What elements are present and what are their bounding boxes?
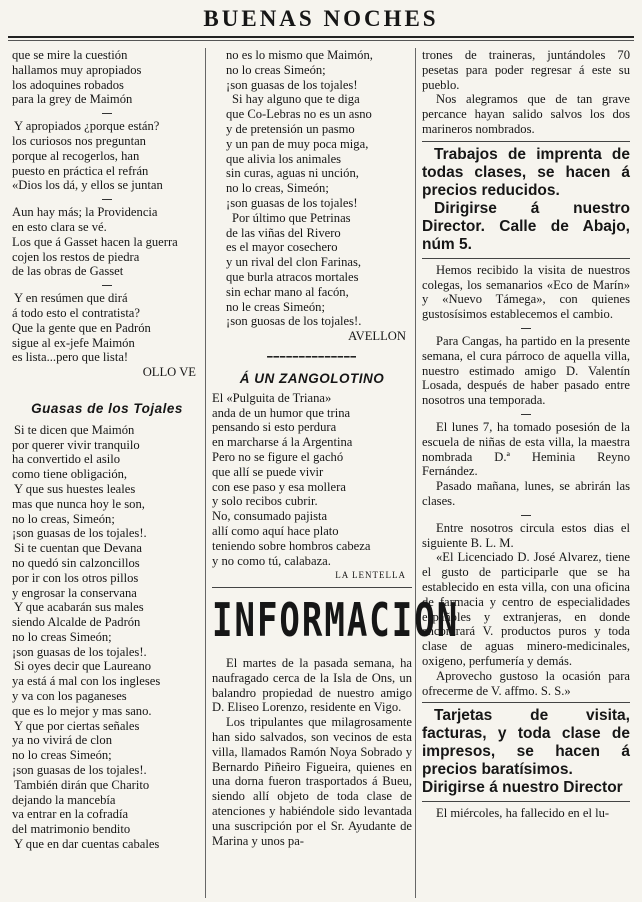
verse-line: ¡son guasas de los tojales! [226,77,358,92]
verse-line: Y que en dar cuentas cabales [14,837,160,852]
verse-line: hallamos muy apropiados [12,62,142,77]
verse-line: del matrimonio bendito [12,822,131,837]
verse-line: no lo creas, Simeón; [12,511,115,526]
verse-line: no lo creas Simeón; [12,748,112,763]
news-paragraph: El martes de la pasada semana, ha naufragado cerca de la Isla de Ons, un balandro propiedad de nuestro amigo D. Eliseo Lorenzo, residente en Vigo. [212,656,412,715]
verse-line: ¡son guasas de los tojales!. [12,763,147,778]
verse-line: No, consumado pajista [212,509,328,524]
verse-line: no es lo mismo que Maimón, [226,48,373,62]
advertisement: Tarjetas de visita, facturas, y toda clase de impresos, se hacen á precios baratísimos. [422,707,630,779]
verse-line: y va con los paganeses [12,689,127,704]
column-divider [205,48,206,898]
verse-line: y de pretensión un pasmo [226,121,355,136]
verse-line: puesto en práctica el refrán [12,163,149,178]
news-paragraph: Pasado mañana, lunes, se abrirán las clases. [422,479,630,508]
verse-line: ¡son guosas de los tojales!. [226,314,362,329]
section-rule [422,141,630,142]
news-paragraph: El miércoles, ha fallecido en el lu- [436,806,610,821]
section-rule [422,702,630,703]
column-3 [422,48,630,898]
poem-title: Guasas de los Tojales [31,400,183,416]
verse-line: Y en resúmen que dirá [14,291,128,306]
verse-line: Si te cuentan que Devana [14,541,142,556]
verse-line: Y que acabarán sus males [14,600,144,615]
separator [12,193,202,205]
verse-line: que alivia los animales [226,151,342,166]
header-rule-thin [8,40,634,41]
separator [422,322,630,334]
verse-line: los curiosos nos preguntan [12,133,146,148]
verse-line: sigue al ex-jefe Maimón [12,335,135,350]
verse-line: con ese paso y esa mollera [212,479,346,494]
news-paragraph: Para Cangas, ha partido en la presente semana, el cura párroco de aquella villa, nuestro estimado amigo D. Valentín Losada, después de haber pasado entre nosotros una temporada. [422,333,630,408]
verse-line: Los que á Gasset hacen la guerra [12,234,178,249]
verse-line: los adoquines robados [12,77,124,92]
verse-line: como tiene obligación, [12,467,128,482]
verse-line: allí como aquí hace plato [212,523,339,538]
poem [12,423,202,852]
news-paragraph: Hemos recibido la visita de nuestros colegas, los semanarios «Eco de Marín» y «Nuevo Támega», con quienes gustosísimos establecemos el cambio. [422,262,630,322]
verse-line: no lo creas Simeón; [12,629,112,644]
section-rule [212,587,412,588]
verse-line: que allí se puede vivir [212,464,324,479]
news-paragraph: Aprovecho gustoso la ocasión para ofrecerme de V. affmo. S. S.» [422,668,630,698]
poem-continued [212,48,412,329]
section-rule [422,801,630,802]
verse-line: que Co-Lebras no es un asno [226,107,372,122]
news-paragraph: trones de traineras, juntándoles 70 pesetas para poder regresar á este su pueblo. [422,48,630,92]
verse-line: por ir con los otros pillos [12,570,139,585]
verse-line: anda de un humor que trina [212,405,351,420]
verse-line: Y apropiados ¿porque están? [14,119,160,134]
verse-block [12,119,202,193]
news-paragraph: Entre nosotros circula estos dias el siguiente B. L. M. [422,520,630,550]
verse-block [12,291,202,365]
verse-line: que se mire la cuestión [12,48,128,62]
verse-block [12,205,202,279]
column-divider [415,48,416,898]
verse-line: no lo creas, Simeón; [226,181,329,196]
verse-line: teniendo sobre hombros cabeza [212,538,371,553]
verse-line: siendo Alcalde de Padrón [12,615,141,630]
advertisement: Dirigirse á nuestro Director. Calle de Abajo, núm 5. [422,199,630,253]
verse-line: por querer vivir tranquilo [12,437,140,452]
verse-line: cojen los restos de piedra [12,249,140,264]
verse-line: para la grey de Maimón [12,92,133,107]
verse-line: no le creas Simeón; [226,299,325,314]
verse-line: no lo creas Simeón; [226,62,326,77]
separator [422,509,630,521]
verse-line: El «Pulguita de Triana» [212,390,332,405]
signature: LA LENTELLA [335,570,406,581]
section-heading: INFORMACION [212,594,460,649]
verse-line: ya no vivirá de clon [12,733,113,748]
verse-line: y solo recibos cubrir. [212,494,318,509]
news-paragraph: «El Licenciado D. José Alvarez, tiene el gusto de participarle que se ha establecido en esta villa, con una oficina de farmacia y centro de especialidades españoles y extranjeras, en donde encontrará V. productos puros y toda clase de aguas minero-medicinales, oxigeno, perfumería y demás. [422,550,630,668]
verse-line: de las obras de Gasset [12,264,124,279]
news-paragraph: Nos alegramos que de tan grave percance hayan salido salvos los dos marineros nombrados. [422,92,630,136]
verse-line: Si oyes decir que Laureano [14,659,152,674]
poem [212,391,412,569]
verse-line: á todo esto el contratista? [12,305,140,320]
ornament-rule: ━━━━━━━━━━━━━━ [267,351,357,362]
verse-line: ¡son guasas de los tojales!. [12,526,147,541]
verse-line: Pero no se figure el gachó [212,449,344,464]
verse-line: que burla atracos mortales [226,269,359,284]
advertisement: Dirigirse á nuestro Director [422,779,623,797]
verse-line: que es lo mejor y mas sano. [12,703,152,718]
verse-line: mas que nunca hoy le son, [12,496,145,511]
verse-line: Si te dicen que Maimón [14,422,135,437]
verse-line: sin echar mano al facón, [226,284,349,299]
verse-line: porque al recogerlos, han [12,148,140,163]
verse-line: ha convertido el asilo [12,452,121,467]
signature: OLLO VE [142,365,196,380]
verse-line: Si hay alguno que te diga [232,92,360,107]
column-2 [212,48,460,898]
signature: AVELLON [348,329,406,344]
section-rule [422,258,630,259]
verse-line: va entrar en la cofradía [12,807,129,822]
verse-line: Y que sus huestes leales [14,481,136,496]
separator [12,279,202,291]
verse-line: en marcharse á la Argentina [212,435,353,450]
column-1 [12,48,202,898]
verse-line: es el mayor cosechero [226,240,338,255]
advertisement: Trabajos de imprenta de todas clases, se hacen á precios reducidos. [422,145,630,199]
newspaper-title: BUENAS NOCHES [203,6,439,31]
verse-line: es lista...pero que lista! [12,350,129,365]
separator [12,107,202,119]
verse-line: ya está á mal con los ingleses [12,674,161,689]
verse-line: y no como tú, calabaza. [212,553,331,568]
verse-line: y un pan de muy poca miga, [226,136,369,151]
verse-line: Por último que Petrinas [232,210,351,225]
verse-line: Y que por ciertas señales [14,718,140,733]
verse-line: También dirán que Charito [14,777,150,792]
verse-line: pensando si esto perdura [212,420,337,435]
separator [422,408,630,420]
verse-line: Que la gente que en Padrón [12,320,151,335]
verse-line: y un rival del clon Farinas, [226,255,362,270]
poem-title: Á UN ZANGOLOTINO [239,370,385,386]
header-rule [8,36,634,38]
verse-block [12,48,202,107]
verse-line: ¡son guasas de los tojales! [226,195,358,210]
verse-line: de las viñas del Rivero [226,225,341,240]
verse-line: dejando la mancebía [12,792,116,807]
verse-line: sin curas, aguas ni unción, [226,166,359,181]
verse-line: Aun hay más; la Providencia [12,205,158,220]
verse-line: «Dios los dá, y ellos se juntan [12,178,163,193]
news-paragraph: Los tripulantes que milagrosamente han sido salvados, son vecinos de esta villa, llamados Ramón Noya Sobrado y Bernardo Piñeiro Figueira, quienes en una dorna fueron trasportados á Bueu, siendo allí objeto de toda clase de atenciones y habiéndole sido levantada una suscripción por el Sr. Ayudante de Marina y unos pa- [212,715,412,848]
verse-line: y engrosar la conservana [12,585,137,600]
verse-line: en esto clara se vé. [12,219,107,234]
masthead [0,2,642,40]
verse-line: no quedó sin calzoncillos [12,555,140,570]
news-paragraph: El lunes 7, ha tomado posesión de la escuela de niñas de esta villa, la maestra nombrada D.ª Heminia Reyno Fernández. [422,419,630,479]
verse-line: ¡son guasas de los tojales!. [12,644,147,659]
